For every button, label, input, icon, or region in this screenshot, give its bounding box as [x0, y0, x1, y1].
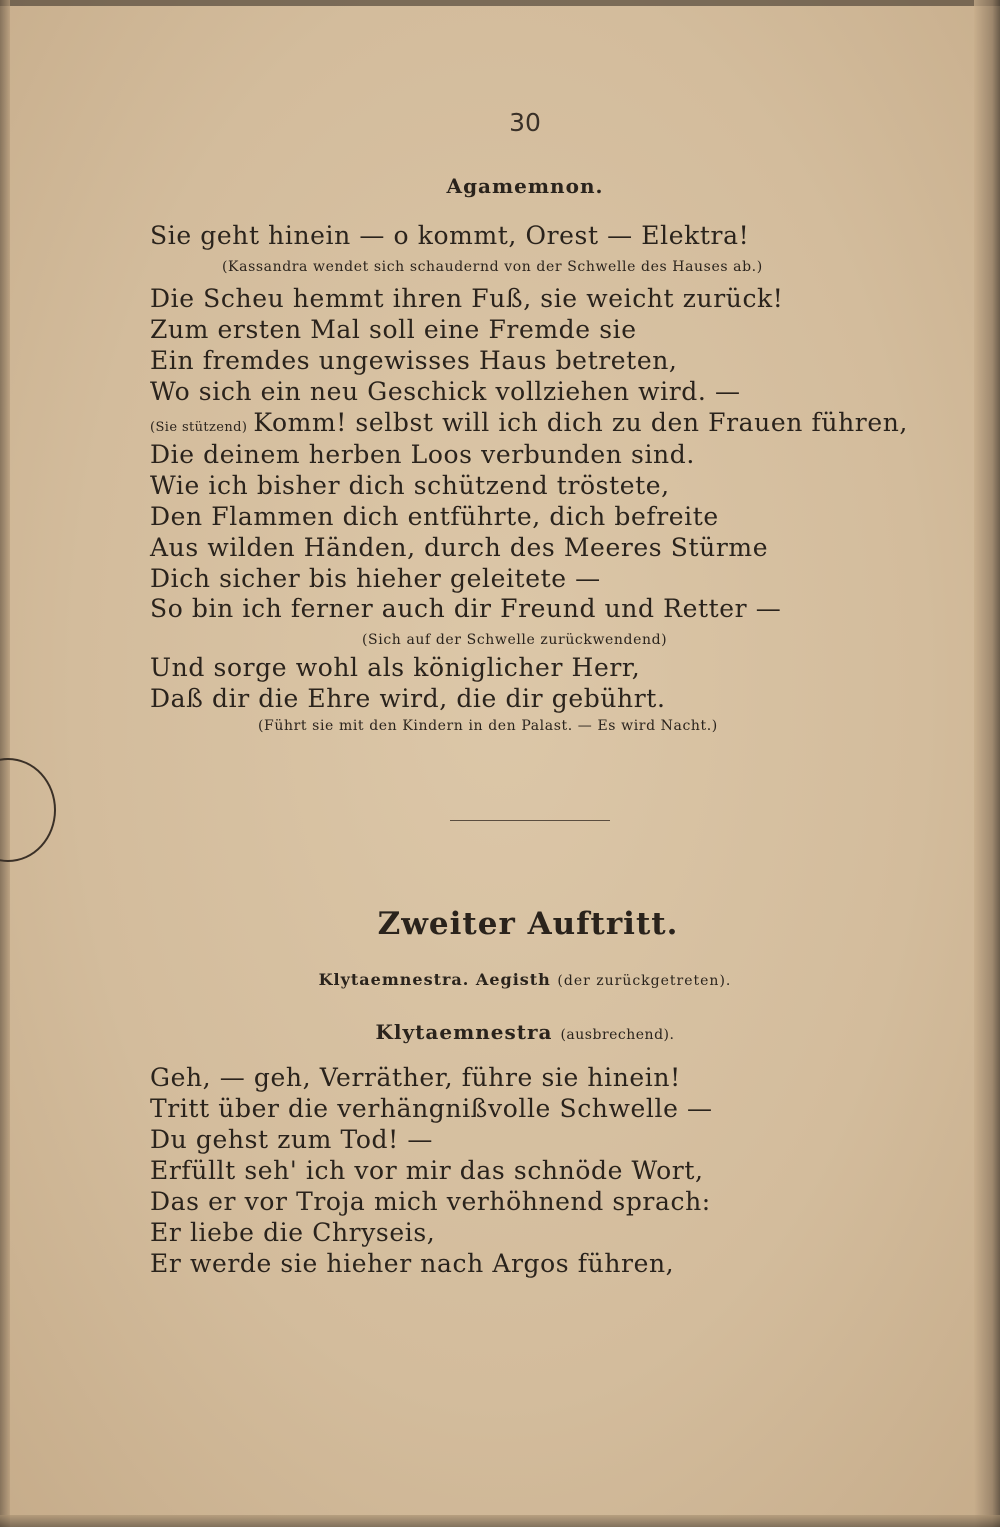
speaker-klytaemnestra [0, 1020, 1000, 1044]
stage-direction: (Führt sie mit den Kindern in den Palast. — Es wird Nacht.) [258, 718, 718, 734]
stage-direction-inline: (Sie stützend) [150, 420, 248, 435]
verse-line: Du gehst zum Tod! — [150, 1125, 433, 1154]
verse-line: Er werde sie hieher nach Argos führen, [150, 1249, 675, 1278]
verse-line: Er liebe die Chryseis, [150, 1218, 436, 1247]
section-divider [450, 820, 610, 821]
verse-line: Geh, — geh, Verräther, führe sie hinein! [150, 1063, 681, 1092]
verse-text: Komm! selbst will ich dich zu den Frauen führen, [253, 408, 908, 437]
verse-line: Aus wilden Händen, durch des Meeres Stürme [150, 533, 769, 562]
page-right-edge [974, 0, 1000, 1527]
verse-line-with-direction [150, 408, 908, 443]
verse-line: Sie geht hinein — o kommt, Orest — Elektra! [150, 221, 750, 250]
speaker-direction: (ausbrechend). [560, 1027, 675, 1043]
verse-line: Ein fremdes ungewisses Haus betreten, [150, 346, 678, 375]
speaker-name: Klytaemnestra [375, 1020, 553, 1044]
verse-line: Wie ich bisher dich schützend tröstete, [150, 471, 670, 500]
verse-line: Tritt über die verhängnißvolle Schwelle — [150, 1094, 713, 1123]
cast-note: (der zurückgetreten). [557, 973, 732, 989]
binding-arc-mark [0, 758, 56, 862]
verse-line: Erfüllt seh' ich vor mir das schnöde Wort, [150, 1156, 704, 1185]
page-top-edge [0, 0, 1000, 6]
page-bottom-edge [0, 1515, 1000, 1527]
cast-names: Klytaemnestra. Aegisth [318, 970, 551, 989]
verse-line: So bin ich ferner auch dir Freund und Retter — [150, 594, 782, 623]
verse-line: Die Scheu hemmt ihren Fuß, sie weicht zurück! [150, 284, 784, 313]
cast-list [0, 970, 1000, 989]
verse-line: Und sorge wohl als königlicher Herr, [150, 653, 641, 682]
verse-line: Zum ersten Mal soll eine Fremde sie [150, 315, 637, 344]
speaker-agamemnon: Agamemnon. [446, 174, 604, 198]
verse-line: Den Flammen dich entführte, dich befreite [150, 502, 719, 531]
verse-line: Das er vor Troja mich verhöhnend sprach: [150, 1187, 711, 1216]
page-number: 30 [509, 108, 541, 137]
stage-direction: (Kassandra wendet sich schaudernd von der Schwelle des Hauses ab.) [222, 259, 763, 275]
verse-line: Daß dir die Ehre wird, die dir gebührt. [150, 684, 666, 713]
scene-title: Zweiter Auftritt. [377, 906, 679, 942]
verse-line: Wo sich ein neu Geschick vollziehen wird. — [150, 377, 741, 406]
verse-line: Die deinem herben Loos verbunden sind. [150, 440, 695, 469]
verse-line: Dich sicher bis hieher geleitete — [150, 564, 601, 593]
stage-direction: (Sich auf der Schwelle zurückwendend) [362, 632, 668, 648]
